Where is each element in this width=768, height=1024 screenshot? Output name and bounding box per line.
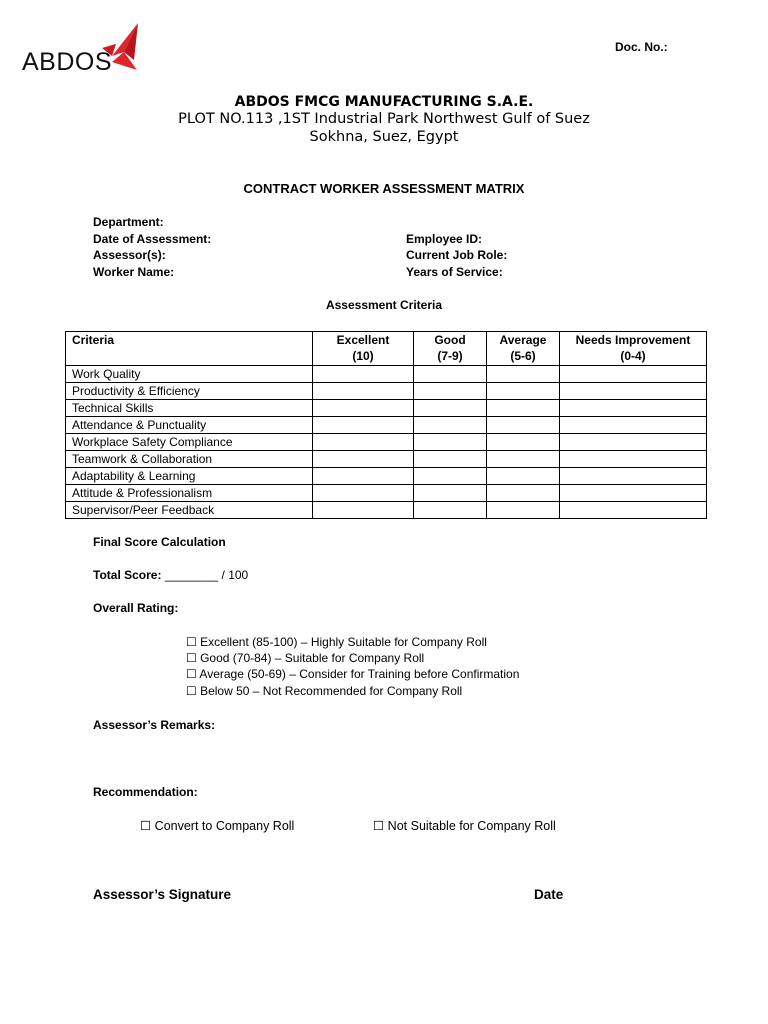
criteria-cell: Attitude & Professionalism	[66, 485, 313, 502]
column-header-criteria: Criteria	[66, 332, 313, 366]
good-cell[interactable]	[414, 400, 487, 417]
average-cell[interactable]	[487, 434, 560, 451]
table-row	[66, 502, 707, 519]
rating-option-good[interactable]: ☐ Good (70-84) – Suitable for Company Roll	[186, 651, 425, 665]
good-cell[interactable]	[414, 468, 487, 485]
average-cell[interactable]	[487, 400, 560, 417]
excellent-cell[interactable]	[313, 366, 414, 383]
not-suitable-checkbox[interactable]: ☐ Not Suitable for Company Roll	[373, 819, 556, 833]
excellent-cell[interactable]	[313, 451, 414, 468]
table-row	[66, 400, 707, 417]
table-row	[66, 485, 707, 502]
company-address-line1: PLOT NO.113 ,1ST Industrial Park Northwest Gulf of Suez	[178, 111, 590, 127]
good-cell[interactable]	[414, 383, 487, 400]
criteria-cell: Teamwork & Collaboration	[66, 451, 313, 468]
doc-number-label: Doc. No.:	[615, 40, 668, 54]
table-row	[66, 383, 707, 400]
excellent-cell[interactable]	[313, 468, 414, 485]
needs-improvement-cell[interactable]	[560, 383, 707, 400]
criteria-cell: Workplace Safety Compliance	[66, 434, 313, 451]
department-label: Department:	[93, 215, 164, 229]
table-row	[66, 434, 707, 451]
company-address-line2: Sokhna, Suez, Egypt	[309, 129, 459, 145]
column-header-needs-improvement: Needs Improvement (0-4)	[560, 332, 707, 366]
criteria-cell: Supervisor/Peer Feedback	[66, 502, 313, 519]
document-title: CONTRACT WORKER ASSESSMENT MATRIX	[243, 181, 525, 196]
overall-rating-label: Overall Rating:	[93, 601, 179, 615]
good-cell[interactable]	[414, 434, 487, 451]
assessors-remarks-label: Assessor’s Remarks:	[93, 718, 216, 732]
average-cell[interactable]	[487, 485, 560, 502]
total-score-line	[93, 568, 248, 582]
criteria-cell: Productivity & Efficiency	[66, 383, 313, 400]
column-header-average: Average (5-6)	[487, 332, 560, 366]
date-label: Date	[534, 887, 564, 902]
average-cell[interactable]	[487, 383, 560, 400]
needs-improvement-cell[interactable]	[560, 400, 707, 417]
average-cell[interactable]	[487, 468, 560, 485]
assessment-criteria-title: Assessment Criteria	[325, 298, 443, 312]
employee-id-label: Employee ID:	[406, 232, 483, 246]
final-score-title: Final Score Calculation	[93, 535, 226, 549]
good-cell[interactable]	[414, 502, 487, 519]
rating-option-excellent[interactable]: ☐ Excellent (85-100) – Highly Suitable for Company Roll	[186, 635, 487, 649]
table-row	[66, 417, 707, 434]
table-header-row	[66, 332, 707, 366]
excellent-cell[interactable]	[313, 485, 414, 502]
average-cell[interactable]	[487, 451, 560, 468]
needs-improvement-cell[interactable]	[560, 434, 707, 451]
assessor-signature-label: Assessor’s Signature	[93, 887, 232, 902]
assessors-label: Assessor(s):	[93, 248, 166, 262]
needs-improvement-cell[interactable]	[560, 502, 707, 519]
average-cell[interactable]	[487, 366, 560, 383]
total-score-blank[interactable]: ________ / 100	[164, 568, 249, 582]
company-logo	[20, 18, 150, 78]
table-row	[66, 366, 707, 383]
rating-option-average[interactable]: ☐ Average (50-69) – Consider for Training before Confirmation	[186, 667, 520, 681]
total-score-label: Total Score:	[93, 568, 162, 582]
years-of-service-label: Years of Service:	[406, 265, 503, 279]
worker-name-label: Worker Name:	[93, 265, 175, 279]
average-cell[interactable]	[487, 417, 560, 434]
convert-to-company-roll-checkbox[interactable]: ☐ Convert to Company Roll	[140, 819, 295, 833]
column-header-excellent: Excellent (10)	[313, 332, 414, 366]
criteria-cell: Technical Skills	[66, 400, 313, 417]
recommendation-label: Recommendation:	[93, 785, 198, 799]
good-cell[interactable]	[414, 366, 487, 383]
needs-improvement-cell[interactable]	[560, 366, 707, 383]
table-row	[66, 468, 707, 485]
needs-improvement-cell[interactable]	[560, 451, 707, 468]
needs-improvement-cell[interactable]	[560, 417, 707, 434]
excellent-cell[interactable]	[313, 417, 414, 434]
needs-improvement-cell[interactable]	[560, 485, 707, 502]
excellent-cell[interactable]	[313, 383, 414, 400]
good-cell[interactable]	[414, 417, 487, 434]
excellent-cell[interactable]	[313, 502, 414, 519]
current-job-role-label: Current Job Role:	[406, 248, 508, 262]
criteria-cell: Work Quality	[66, 366, 313, 383]
assessment-matrix-table	[65, 331, 707, 519]
company-name: ABDOS FMCG MANUFACTURING S.A.E.	[234, 94, 534, 110]
average-cell[interactable]	[487, 502, 560, 519]
good-cell[interactable]	[414, 485, 487, 502]
table-row	[66, 451, 707, 468]
excellent-cell[interactable]	[313, 400, 414, 417]
logo-text: ABDOS	[22, 48, 113, 76]
needs-improvement-cell[interactable]	[560, 468, 707, 485]
good-cell[interactable]	[414, 451, 487, 468]
rating-option-below-50[interactable]: ☐ Below 50 – Not Recommended for Company Roll	[186, 684, 463, 698]
column-header-good: Good (7-9)	[414, 332, 487, 366]
excellent-cell[interactable]	[313, 434, 414, 451]
criteria-cell: Attendance & Punctuality	[66, 417, 313, 434]
date-of-assessment-label: Date of Assessment:	[93, 232, 212, 246]
criteria-cell: Adaptability & Learning	[66, 468, 313, 485]
